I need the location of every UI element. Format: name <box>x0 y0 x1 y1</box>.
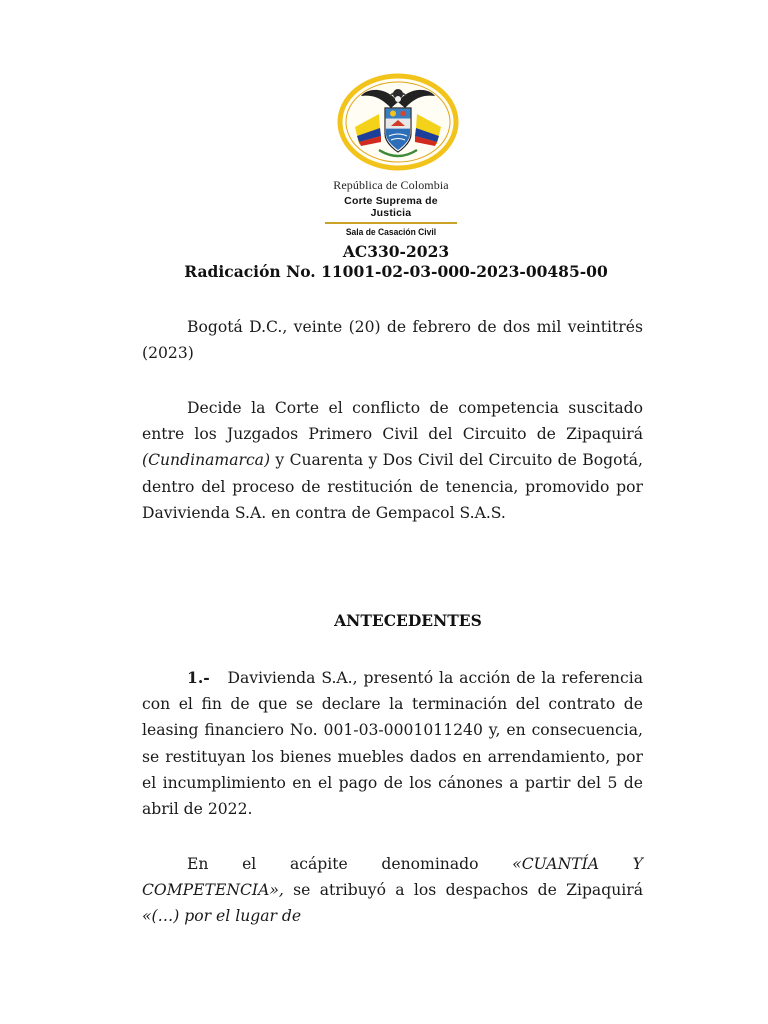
item-number: 1.- <box>187 668 210 687</box>
para4-quote-1: «CUANTÍA Y COMPETENCIA», <box>142 855 643 900</box>
antecedent-item-1 <box>142 665 643 822</box>
competence-paragraph <box>142 851 643 930</box>
para4-quote-2: «(…) por el lugar de <box>142 907 302 926</box>
court-name: Corte Suprema de Justicia <box>344 195 438 219</box>
decision-paragraph <box>142 395 643 526</box>
coat-of-arms-seal-icon <box>331 72 465 172</box>
item-text: Davivienda S.A., presentó la acción de la referencia con el fin de que se declare la terminación del contrato de leasing financiero No. 001-03-0001011240 y, en consecuencia, se restituyan los bienes muebles dados en arrendamiento, por el incumplimiento en el pago de los cánones a partir del 5 de abril de 2022. <box>142 669 643 819</box>
date-text: Bogotá D.C., veinte (20) de febrero de dos mil veintitrés (2023) <box>142 318 643 363</box>
header-divider <box>325 222 457 224</box>
decision-text-italic: (Cundinamarca) <box>142 451 271 470</box>
case-code: AC330-2023 <box>342 242 450 261</box>
country-name: República de Colombia <box>333 178 449 192</box>
para4-text-2: se atribuyó a los despachos de Zipaquirá <box>293 881 643 900</box>
para4-text-1: En el acápite denominado <box>187 855 479 873</box>
section-heading: ANTECEDENTES <box>334 611 482 630</box>
date-paragraph <box>142 314 643 366</box>
chamber-name: Sala de Casación Civil <box>345 226 437 237</box>
institution-header <box>325 178 457 237</box>
decision-text-1: Decide la Corte el conflicto de competencia suscitado entre los Juzgados Primero Civil del Circuito de Zipaquirá <box>142 399 643 444</box>
document-title <box>0 242 768 282</box>
decision-text-2: y Cuarenta y Dos Civil del Circuito de Bogotá, dentro del proceso de restitución de tenencia, promovido por Davivienda S.A. en contra de Gempacol S.A.S. <box>142 451 643 522</box>
radicacion-number: Radicación No. 11001-02-03-000-2023-00485-00 <box>184 262 608 281</box>
